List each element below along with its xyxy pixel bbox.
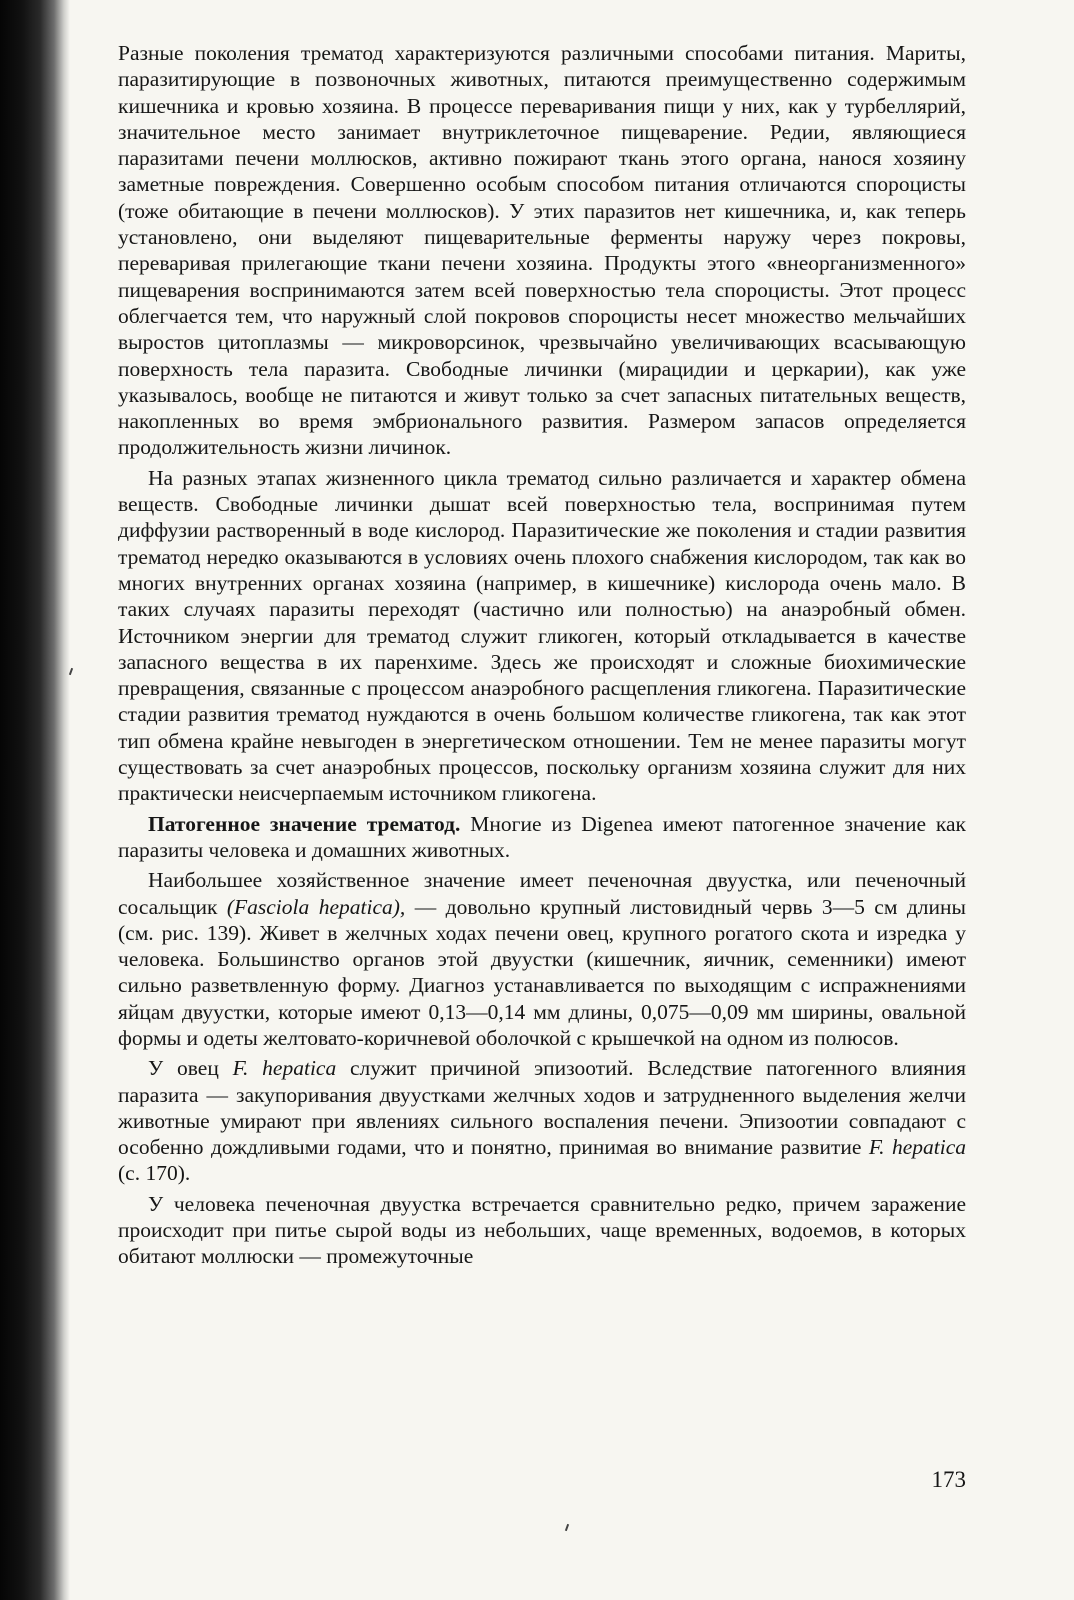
paragraph-sheep [118, 1055, 966, 1186]
section-heading: Патогенное значение трематод. [148, 811, 461, 836]
page-body [118, 40, 966, 1270]
fasciola-text-2: — довольно крупный листовидный червь 3—5 см длины (см. рис. 139). Живет в желчных ходах печени овец, крупного рогатого скота и изредка у человека. Большинство органов этой двуустки (кишечник, яичник, семенники) имеют сильно разветвленную форму. Диагноз устанавливается по выходящим с испражнениями яйцам двуустки, которые имеют 0,13—0,14 мм длины, 0,075—0,09 мм ширины, овальной формы и одеты желтовато-коричневой оболочкой с крышечкой на одном из полюсов. [118, 894, 966, 1050]
paragraph-metabolism: На разных этапах жизненного цикла трематод сильно различается и характер обмена веществ. Свободные личинки дышат всей поверхностью тела, воспринимая путем диффузии растворенный в воде кислород. Паразитические же поколения и стадии развития трематод нередко оказываются в условиях очень плохого снабжения кислородом, так как во многих внутренних органах хозяина (например, в кишечнике) кислорода очень мало. В таких случаях паразиты переходят (частично или полностью) на анаэробный обмен. Источником энергии для трематод служит гликоген, который откладывается в качестве запасного вещества в их паренхиме. Здесь же происходят и сложные биохимические превращения, связанные с процессом анаэробного расщепления гликогена. Паразитические стадии развития трематод нуждаются в очень большом количестве гликогена, так как этот тип обмена крайне невыгоден в энергетическом отношении. Тем не менее паразиты могут существовать за счет анаэробных процессов, поскольку организм хозяина служит для них практически неисчерпаемым источником гликогена. [118, 465, 966, 806]
print-speck [69, 668, 73, 675]
sheep-text-3: (с. 170). [118, 1161, 191, 1186]
fasciola-text-1: Наибольшее хозяйственное значение имеет печеночная двуустка, или печеночный сосальщик [118, 868, 966, 919]
section-heading-rest: Многие из Digenea имеют патогенное значение как паразиты человека и домашних животных. [118, 811, 966, 862]
paragraph-pathogenic [118, 811, 966, 864]
print-speck [565, 1524, 569, 1531]
paragraph-feeding: Разные поколения трематод характеризуются различными способами питания. Мариты, паразитирующие в позвоночных животных, питаются преимущественно содержимым кишечника и кровью хозяина. В процессе переваривания пищи у них, как у турбеллярий, значительное место занимает внутриклеточное пищеварение. Редии, являющиеся паразитами печени моллюсков, активно пожирают ткань этого органа, нанося хозяину заметные повреждения. Совершенно особым способом питания отличаются спороцисты (тоже обитающие в печени моллюсков). У этих паразитов нет кишечника, и, как теперь установлено, они выделяют пищеварительные ферменты наружу через покровы, переваривая прилегающие ткани печени хозяина. Продукты этого «внеорганизменного» пищеварения воспринимаются затем всей поверхностью тела спороцисты. Этот процесс облегчается тем, что наружный слой покровов спороцисты несет множество мельчайших выростов цитоплазмы — микроворсинок, чрезвычайно увеличивающих всасывающую поверхность тела паразита. Свободные личинки (мирацидии и церкарии), как уже указывалось, вообще не питаются и живут только за счет запасных питательных веществ, накопленных во время эмбрионального развития. Размером запасов определяется продолжительность жизни личинок. [118, 41, 966, 460]
fasciola-latin-name: (Fasciola hepatica), [226, 894, 406, 919]
paragraph-human: У человека печеночная двуустка встречается сравнительно редко, причем заражение происходит при питье сырой воды из небольших, чаще временных, водоемов, в которых обитают моллюски — промежуточные [118, 1191, 966, 1269]
sheep-text-2: служит причиной эпизоотий. Вследствие патогенного влияния паразита — закупоривания двуустками желчных ходов и затрудненного выделения желчи животные умирают при явлениях сильного воспаления печени. Эпизоотии совпадают с особенно дождливыми годами, что и понятно, принимая во внимание развитие [118, 1056, 967, 1160]
page-number: 173 [931, 1467, 966, 1492]
sheep-latin-1: F. hepatica [232, 1056, 337, 1081]
sheep-latin-2: F. hepatica [868, 1135, 966, 1160]
sheep-text-1: У овец [148, 1056, 233, 1081]
book-binding-shadow [0, 0, 70, 1600]
paragraph-fasciola [118, 867, 966, 1051]
